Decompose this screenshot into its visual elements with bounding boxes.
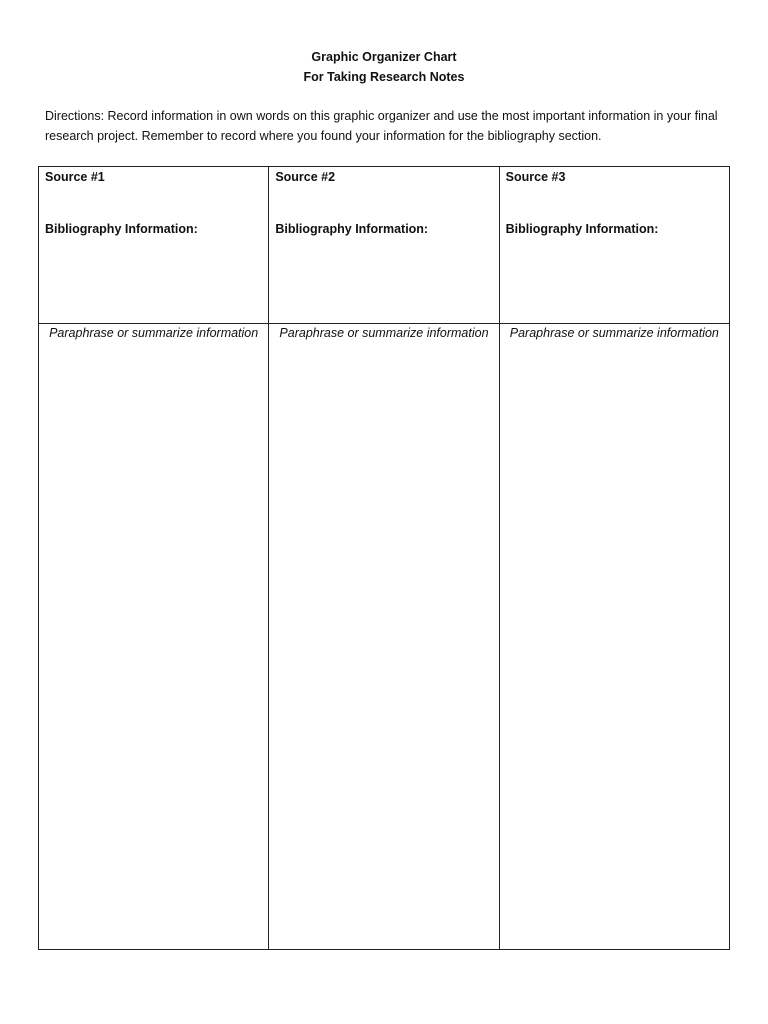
source-3-notes-cell[interactable] [499,324,729,950]
source-3-label: Source #3 [505,170,566,184]
source-2-bibliography-cell[interactable] [269,167,499,324]
source-1-notes-prompt: Paraphrase or summarize information [49,326,259,340]
source-1-notes-cell[interactable] [39,324,269,950]
source-1-bibliography-cell[interactable] [39,167,269,324]
source-header-row [39,167,730,324]
source-2-notes-prompt: Paraphrase or summarize information [279,326,489,340]
title-line-1: Graphic Organizer Chart [311,50,457,64]
source-1-label: Source #1 [45,170,105,184]
document-title [0,47,768,87]
source-3-bibliography-label: Bibliography Information: [505,222,659,236]
graphic-organizer-table [38,166,730,950]
title-line-2: For Taking Research Notes [303,70,465,84]
directions-text: Directions: Record information in own words on this graphic organizer and use the most important information in your final research project. Remember to record where you found your information for the bibliography section. [45,109,718,143]
notes-row [39,324,730,950]
source-2-label: Source #2 [275,170,336,184]
source-2-notes-cell[interactable] [269,324,499,950]
source-1-bibliography-label: Bibliography Information: [45,222,198,236]
source-3-bibliography-cell[interactable] [499,167,729,324]
source-3-notes-prompt: Paraphrase or summarize information [509,326,719,340]
source-2-bibliography-label: Bibliography Information: [275,222,429,236]
